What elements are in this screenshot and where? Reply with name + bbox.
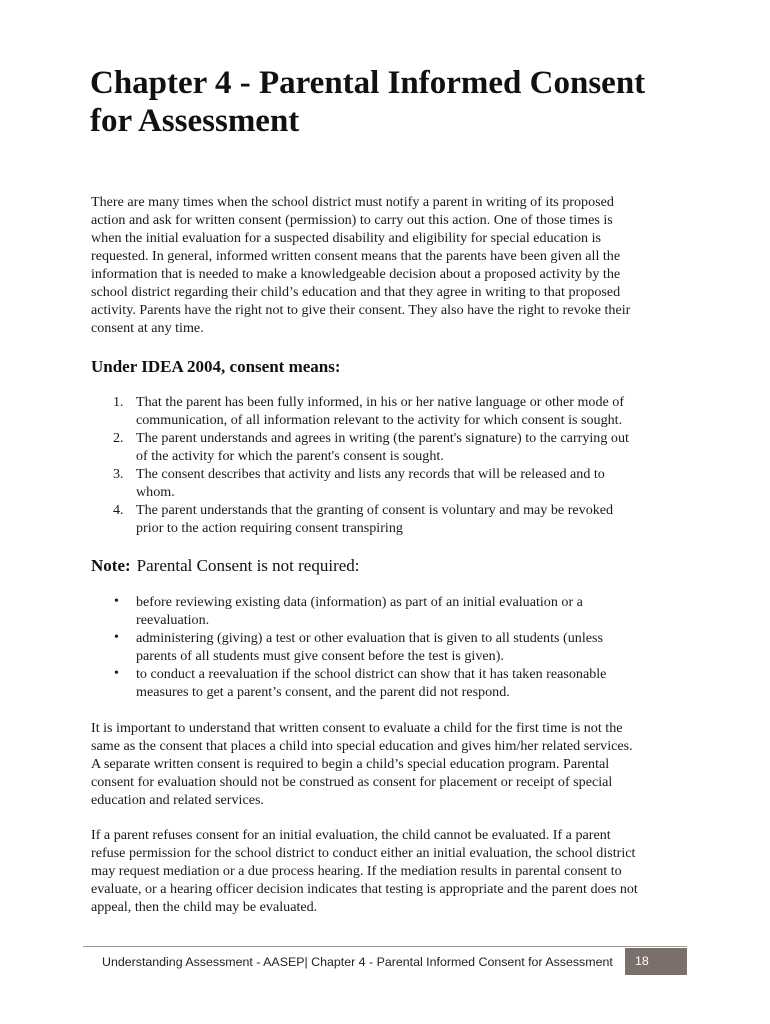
list-item-number: 2. — [113, 430, 124, 446]
text-line: action and ask for written consent (permission) to carry out this action. One of those times is — [91, 212, 613, 228]
footer-divider — [83, 946, 687, 947]
text-line: whom. — [136, 484, 175, 500]
text-line: of the activity for which the parent's consent is sought. — [136, 448, 444, 464]
text-line: to conduct a reevaluation if the school district can show that it has taken reasonable — [136, 666, 607, 682]
text-line: may request mediation or a due process hearing. If the mediation results in parental consent to — [91, 863, 622, 879]
text-line: That the parent has been fully informed, in his or her native language or other mode of — [136, 394, 625, 410]
text-line: activity. Parents have the right not to give their consent. They also have the right to revoke their — [91, 302, 631, 318]
text-line: prior to the action requiring consent transpiring — [136, 520, 403, 536]
bullet-icon: • — [114, 594, 119, 609]
intro-paragraph — [91, 193, 691, 337]
text-line: same as the consent that places a child into special education and gives him/her related services. — [91, 738, 633, 754]
text-line: requested. In general, informed written consent means that the parents have been given all the — [91, 248, 621, 264]
bullet-icon: • — [114, 630, 119, 645]
page-title-line: for Assessment — [90, 103, 300, 139]
consent-numbered-list — [91, 393, 691, 537]
text-line: measures to get a parent’s consent, and the parent did not respond. — [136, 684, 510, 700]
text-line: The consent describes that activity and lists any records that will be released and to — [136, 466, 605, 482]
note-label: Note: — [91, 556, 131, 575]
text-line: consent at any time. — [91, 320, 204, 336]
list-item — [91, 629, 691, 665]
page-number: 18 — [625, 948, 687, 975]
list-item — [91, 465, 691, 501]
text-line: The parent understands and agrees in writing (the parent's signature) to the carrying out — [136, 430, 629, 446]
text-line: education and related services. — [91, 792, 264, 808]
bullet-icon: • — [114, 666, 119, 681]
list-item — [91, 593, 691, 629]
refusal-paragraph — [91, 826, 691, 916]
consent-section-heading: Under IDEA 2004, consent means: — [91, 357, 341, 376]
page-title — [90, 64, 710, 140]
text-line: information that is needed to make a knowledgeable decision about a proposed activity by the — [91, 266, 621, 282]
list-item — [91, 429, 691, 465]
list-item — [91, 665, 691, 701]
text-line: when the initial evaluation for a suspected disability and eligibility for special education is — [91, 230, 601, 246]
text-line: communication, of all information relevant to the activity for which consent is sought. — [136, 412, 623, 428]
list-item — [91, 393, 691, 429]
page-title-line: Chapter 4 - Parental Informed Consent — [90, 65, 646, 101]
text-line: A separate written consent is required to begin a child’s special education program. Parental — [91, 756, 610, 772]
note-heading — [91, 555, 360, 577]
list-item — [91, 501, 691, 537]
text-line: If a parent refuses consent for an initial evaluation, the child cannot be evaluated. If a parent — [91, 827, 611, 843]
text-line: consent for evaluation should not be construed as consent for placement or receipt of special — [91, 774, 613, 790]
text-line: appeal, then the child may be evaluated. — [91, 899, 318, 915]
text-line: before reviewing existing data (information) as part of an initial evaluation or a — [136, 594, 583, 610]
text-line: reevaluation. — [136, 612, 210, 628]
text-line: administering (giving) a test or other evaluation that is given to all students (unless — [136, 630, 603, 646]
list-item-number: 4. — [113, 502, 124, 518]
text-line: evaluate, or a hearing officer decision indicates that testing is appropriate and the parent does not — [91, 881, 638, 897]
text-line: parents of all students must give consent before the test is given). — [136, 648, 504, 664]
list-item-number: 3. — [113, 466, 124, 482]
text-line: refuse permission for the school district to conduct either an initial evaluation, the school district — [91, 845, 636, 861]
footer-running-title: Understanding Assessment - AASEP| Chapter 4 - Parental Informed Consent for Assessment — [102, 955, 613, 969]
text-line: There are many times when the school district must notify a parent in writing of its proposed — [91, 194, 614, 210]
important-paragraph — [91, 719, 691, 809]
note-bullet-list — [91, 593, 691, 701]
text-line: The parent understands that the granting of consent is voluntary and may be revoked — [136, 502, 614, 518]
list-item-number: 1. — [113, 394, 124, 410]
note-text: Parental Consent is not required: — [136, 556, 360, 575]
text-line: school district regarding their child’s education and that they agree in writing to that proposed — [91, 284, 621, 300]
text-line: It is important to understand that written consent to evaluate a child for the first time is not the — [91, 720, 623, 736]
